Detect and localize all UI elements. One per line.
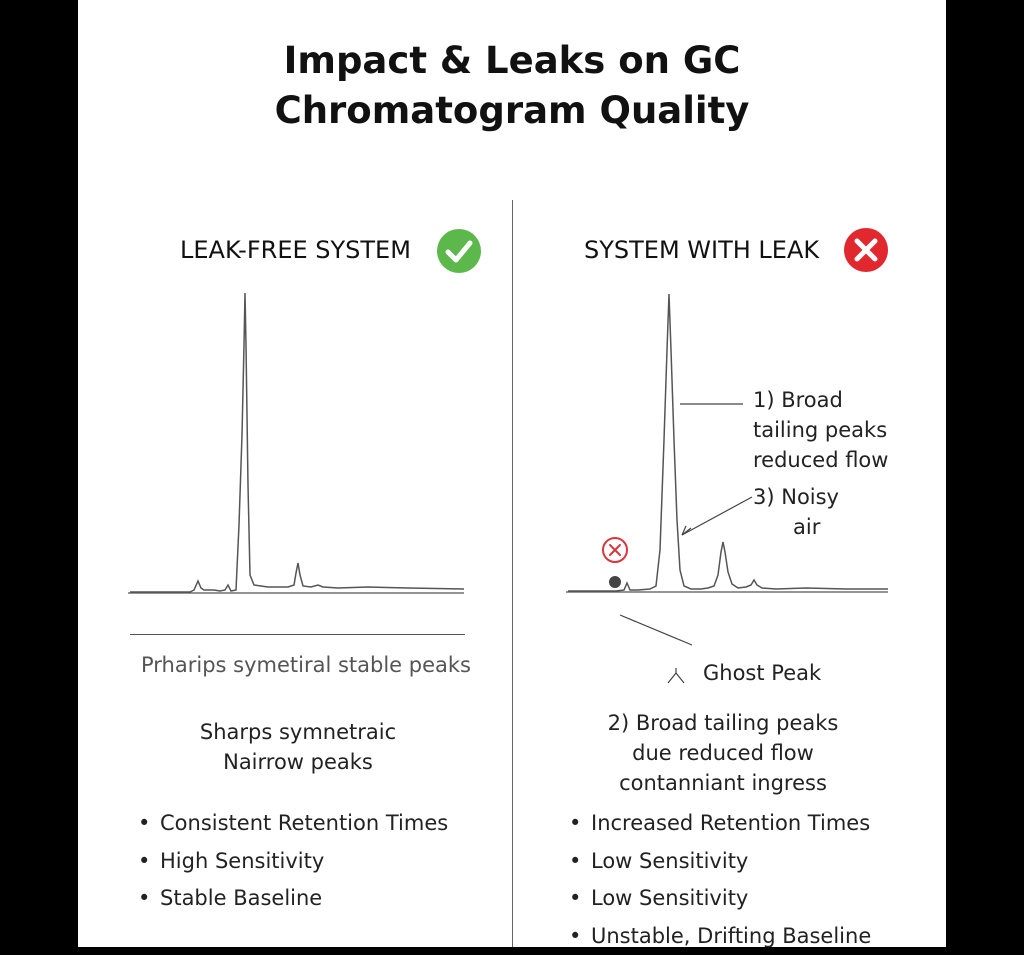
title-line-2: Chromatogram Quality [78, 86, 946, 136]
left-description-line-2: Nairrow peaks [148, 747, 448, 777]
annotation-3 [753, 482, 843, 542]
title-line-1: Impact & Leaks on GC [78, 36, 946, 86]
annotation-3-line-2: air [753, 512, 843, 542]
left-bullet-item: • Consistent Retention Times [138, 805, 448, 843]
left-heading: LEAK-FREE SYSTEM [180, 236, 411, 264]
right-description-line-2: due reduced flow [573, 738, 873, 768]
ghost-peak-label: Ghost Peak [703, 658, 821, 688]
right-bullet-item: • Increased Retention Times [569, 805, 871, 843]
ghost-leader-line [620, 615, 692, 645]
right-bullet-list [569, 805, 871, 955]
right-description-line-3: contanniant ingress [573, 768, 873, 798]
left-bullet-item: • Stable Baseline [138, 880, 448, 918]
right-description [573, 708, 873, 798]
left-bullet-item: • High Sensitivity [138, 843, 448, 881]
annotation-1 [753, 385, 888, 475]
annotation-1-line-1: 1) Broad [753, 385, 888, 415]
annotation-1-line-3: reduced flow [753, 445, 888, 475]
right-description-line-1: 2) Broad tailing peaks [573, 708, 873, 738]
right-bullet-item: • Low Sensitivity [569, 880, 871, 918]
right-bullet-item: • Unstable, Drifting Baseline [569, 918, 871, 955]
annotation-1-line-2: tailing peaks [753, 415, 888, 445]
annotation-3-line-1: 3) Noisy [753, 482, 843, 512]
leader-line-3 [682, 497, 752, 535]
ghost-peak-icon [668, 668, 684, 683]
left-description-line-1: Sharps symnetraic [148, 717, 448, 747]
infographic-panel [78, 0, 946, 947]
left-caption: Prharips symetiral stable peaks [141, 650, 471, 680]
right-bullet-item: • Low Sensitivity [569, 843, 871, 881]
right-heading: SYSTEM WITH LEAK [584, 236, 819, 264]
